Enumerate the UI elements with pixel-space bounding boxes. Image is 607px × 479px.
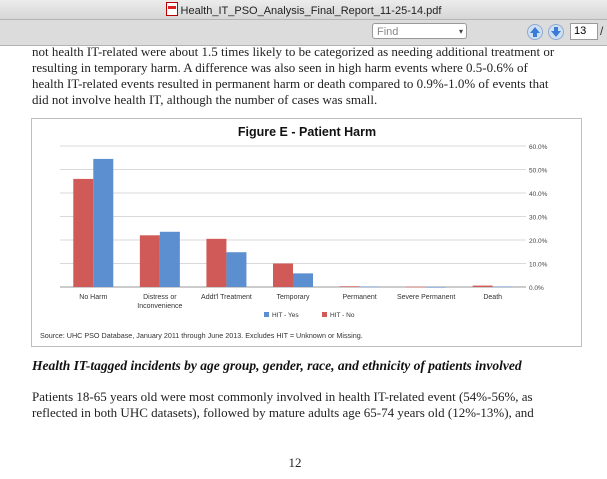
x-tick-label: Inconvenience <box>137 303 183 310</box>
section-heading: Health IT-tagged incidents by age group, gender, race, and ethnicity of patients involved <box>32 358 522 373</box>
text-line: did not involve health IT, although the number of cases was small. <box>32 92 378 107</box>
next-page-icon[interactable] <box>548 24 564 40</box>
y-tick-label: 20.0% <box>529 238 548 245</box>
y-tick-label: 0.0% <box>529 285 544 292</box>
chart-title: Figure E - Patient Harm <box>237 125 377 139</box>
bar-hit-yes <box>360 287 380 288</box>
paragraph-harm <box>32 44 580 108</box>
x-tick-label: Distress or <box>143 294 177 301</box>
paragraph-age-group <box>32 389 580 421</box>
pdf-file-icon <box>166 2 178 16</box>
toolbar <box>0 20 607 46</box>
text-line: not health IT-related were about 1.5 times likely to be categorized as needing additional treatment or <box>32 44 555 59</box>
x-tick-label: No Harm <box>79 294 108 301</box>
legend-label: HIT - Yes <box>272 312 299 319</box>
legend-swatch <box>322 312 327 317</box>
x-tick-label: Addt'l Treatment <box>201 294 252 301</box>
window-title <box>0 2 607 17</box>
find-field[interactable] <box>372 23 467 39</box>
y-tick-label: 50.0% <box>529 167 548 175</box>
text-line: reflected in both UHC datasets), followed by mature adults age 65-74 years old (12%-13%), and <box>32 405 534 420</box>
bar-hit-yes <box>226 252 246 287</box>
x-tick-label: Temporary <box>276 294 310 301</box>
find-placeholder: Find <box>377 26 399 38</box>
bar-hit-no <box>473 286 493 287</box>
page-separator: / <box>600 24 604 38</box>
y-tick-label: 10.0% <box>529 261 548 269</box>
bar-hit-no <box>73 179 93 287</box>
window-title-text: Health_IT_PSO_Analysis_Final_Report_11-25-14.pdf <box>180 5 442 17</box>
legend-label: HIT - No <box>330 312 355 319</box>
x-tick-label: Permanent <box>342 294 377 301</box>
bar-hit-yes <box>426 287 446 288</box>
patient-harm-chart <box>32 119 581 346</box>
find-dropdown-arrow-icon[interactable]: ▾ <box>458 27 463 36</box>
bar-hit-yes <box>493 287 513 288</box>
text-line: resulting in temporary harm. A difference was also seen in high harm events where 0.5-0.6% of <box>32 60 528 75</box>
window-titlebar <box>0 0 607 20</box>
y-tick-label: 60.0% <box>529 144 548 151</box>
y-tick-label: 30.0% <box>529 214 548 222</box>
bar-hit-yes <box>93 159 113 287</box>
bar-hit-no <box>140 235 160 287</box>
x-tick-label: Severe Permanent <box>396 294 456 301</box>
bar-hit-yes <box>160 232 180 287</box>
bar-hit-yes <box>293 273 313 287</box>
bar-hit-no <box>206 239 226 287</box>
text-line: health IT-related events resulted in permanent harm or death compared to 0.9%-1.0% of events that <box>32 76 549 91</box>
previous-page-icon[interactable] <box>527 24 543 40</box>
bar-hit-no <box>340 286 360 287</box>
y-tick-label: 40.0% <box>529 191 548 198</box>
bar-hit-no <box>406 287 426 288</box>
legend-swatch <box>264 312 269 317</box>
figure-e-chart-frame <box>31 118 582 347</box>
bar-hit-no <box>273 264 293 288</box>
text-line: Patients 18-65 years old were most commonly involved in health IT-related event (54%-56%, as <box>32 389 533 404</box>
chart-source-note: Source: UHC PSO Database, January 2011 through June 2013. Excludes HIT = Unknown or Missing. <box>40 331 363 340</box>
x-tick-label: Death <box>483 294 503 301</box>
page-footer-number: 12 <box>288 455 302 470</box>
page-number-input[interactable]: 13 <box>570 23 598 40</box>
